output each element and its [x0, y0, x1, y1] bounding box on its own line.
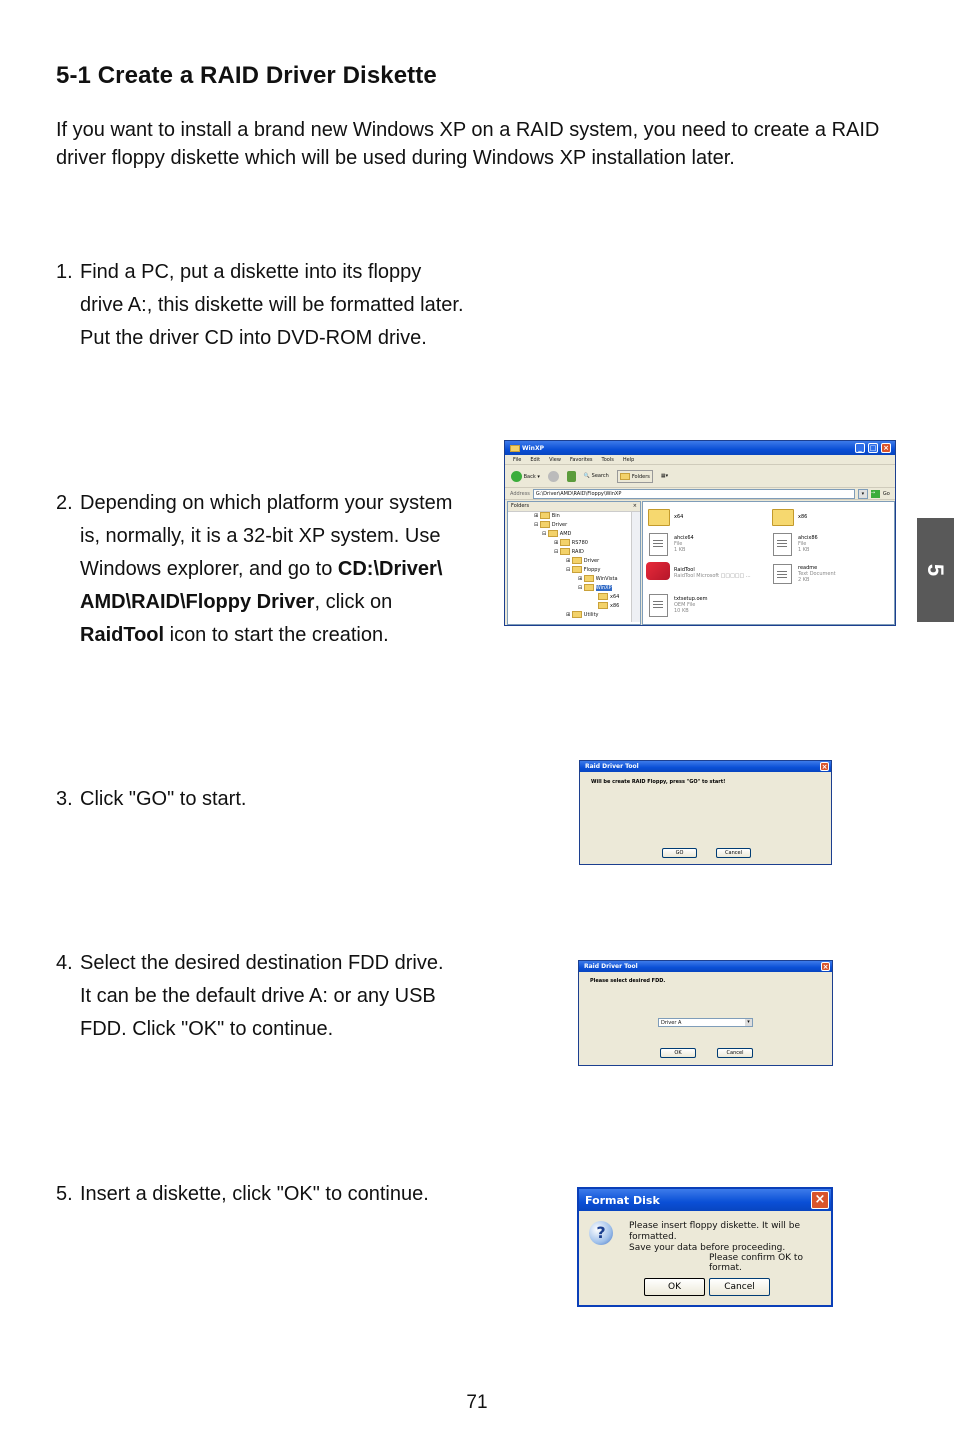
dialog-message: Will be create RAID Floppy, press "GO" to start!: [591, 779, 726, 785]
step-2: [56, 487, 496, 652]
folders-button[interactable]: [617, 470, 653, 483]
folder-icon: [548, 530, 558, 537]
folder-icon: [598, 593, 608, 600]
step-1-line-1: Find a PC, put a diskette into its floppy: [80, 261, 422, 283]
raid-driver-tool-go-dialog: [579, 760, 832, 865]
folder-icon: [572, 611, 582, 618]
go-arrow-icon[interactable]: →: [871, 490, 880, 498]
dialog-title: Format Disk: [585, 1193, 660, 1207]
window-title: WinXP: [522, 444, 544, 452]
folders-pane: [507, 501, 641, 625]
fdd-select[interactable]: [658, 1018, 753, 1027]
scrollbar[interactable]: [631, 512, 640, 622]
tree-item-floppy[interactable]: ⊟ Floppy: [566, 567, 601, 573]
file-info: ahcix64 File 1 KB: [674, 535, 694, 553]
dialog-title: Raid Driver Tool: [585, 763, 639, 770]
path-bold: AMD\RAID\Floppy Driver: [80, 591, 315, 613]
file-icon[interactable]: [649, 594, 668, 617]
text-file-icon[interactable]: [773, 564, 792, 584]
raidtool-icon[interactable]: [646, 562, 670, 580]
close-icon[interactable]: ×: [881, 443, 891, 453]
step-5-text: Insert a diskette, click "OK" to continue.: [80, 1183, 429, 1205]
address-input[interactable]: G:\Driver\AMD\RAID\Floppy\WinXP: [533, 489, 855, 499]
message-line-1: Please insert floppy diskette. It will be formatted.: [629, 1221, 801, 1242]
file-info: ahcix86 File 1 KB: [798, 535, 818, 553]
menu-favorites[interactable]: Favorites: [569, 456, 593, 463]
maximize-icon[interactable]: □: [869, 444, 877, 452]
folder-icon: [510, 445, 520, 452]
raidtool-bold: RaidTool: [80, 624, 165, 646]
folders-label: Folders: [631, 473, 650, 480]
up-folder-icon[interactable]: [567, 471, 576, 482]
step-4-line-3: FDD. Click "OK" to continue.: [80, 1018, 334, 1040]
close-icon[interactable]: ×: [822, 963, 829, 971]
path-bold: CD:\Driver\: [337, 558, 443, 580]
go-button[interactable]: GO: [662, 848, 697, 858]
menu-help[interactable]: Help: [622, 456, 635, 463]
raid-driver-tool-select-dialog: [578, 960, 833, 1066]
go-button[interactable]: Go: [882, 490, 890, 497]
confirm-message: Please confirm OK to format.: [709, 1253, 803, 1273]
folder-icon[interactable]: [648, 509, 670, 526]
tree-item-raid[interactable]: ⊟ RAID: [554, 549, 584, 555]
page-number: 71: [466, 1392, 488, 1413]
step-2-text: , click on: [314, 591, 393, 613]
folder-icon: [584, 584, 594, 591]
folders-pane-title: Folders: [511, 503, 530, 509]
address-bar: [505, 488, 895, 500]
chevron-down-icon[interactable]: ▾: [745, 1019, 752, 1026]
tree-item-rs780[interactable]: ⊞ RS780: [554, 540, 588, 546]
tree-item-bin[interactable]: ⊞ Bin: [534, 513, 560, 519]
step-2-text: Windows explorer, and go to: [80, 558, 338, 580]
file-info: txtsetup.oem OEM File 10 KB: [674, 596, 708, 614]
dialog-message: Please select desired FDD.: [590, 978, 666, 984]
folder-icon: [560, 548, 570, 555]
intro-paragraph: If you want to install a brand new Windows XP on a RAID system, you need to create a RAID driver floppy diskette which will be used during Windows XP installation later.: [56, 119, 880, 169]
tree-item-utility[interactable]: ⊞ Utility: [566, 612, 599, 618]
file-info: readme Text Document 2 KB: [798, 565, 836, 583]
dialog-message: [629, 1221, 831, 1254]
fdd-select-value: Driver A: [661, 1020, 682, 1026]
step-2-line-3: [56, 553, 496, 586]
step-number: 3.: [56, 788, 73, 810]
search-label: Search: [591, 473, 609, 479]
address-label: Address: [510, 490, 530, 497]
cancel-button[interactable]: Cancel: [716, 848, 751, 858]
folder-icon: [560, 539, 570, 546]
step-number: 1.: [56, 261, 73, 283]
tree-item-x64[interactable]: x64: [508, 593, 640, 602]
folder-icon: [598, 602, 608, 609]
cancel-button[interactable]: Cancel: [709, 1278, 770, 1296]
tree-item-amd[interactable]: ⊟ AMD: [542, 531, 572, 537]
search-button[interactable]: 🔍 Search: [583, 473, 609, 479]
tree-item-winvista[interactable]: ⊞ WinVista: [578, 576, 618, 582]
folder-icon[interactable]: [772, 509, 794, 526]
message-line-2: Save your data before proceeding.: [629, 1243, 786, 1253]
file-label: x86: [798, 514, 808, 520]
step-4: [56, 947, 516, 1046]
file-icon[interactable]: [649, 533, 668, 556]
step-2-line-4: [56, 586, 496, 619]
views-icon[interactable]: ▦▾: [660, 473, 669, 479]
back-arrow-icon: [511, 471, 522, 482]
menu-edit[interactable]: Edit: [530, 456, 541, 463]
explorer-title-bar: [505, 441, 895, 455]
file-info: RaidTool RaidTool Microsoft □□□□□ ...: [674, 567, 751, 579]
step-4-line-1: Select the desired destination FDD drive.: [80, 952, 444, 974]
chapter-number: 5: [923, 563, 949, 577]
section-title: 5-1 Create a RAID Driver Diskette: [56, 62, 437, 89]
folder-icon: [572, 566, 582, 573]
cancel-button[interactable]: Cancel: [717, 1048, 753, 1058]
back-label: Back: [523, 473, 536, 480]
dialog-title-bar: [579, 961, 832, 972]
explorer-window: [504, 440, 896, 626]
step-2-line-5: [56, 619, 496, 652]
step-1-line-2: drive A:, this diskette will be formatted later.: [80, 294, 464, 316]
folders-pane-header: [508, 502, 640, 512]
step-1-line-3: Put the driver CD into DVD-ROM drive.: [80, 327, 427, 349]
dialog-title: Raid Driver Tool: [584, 963, 638, 970]
step-number: 5.: [56, 1183, 73, 1205]
toolbar: [505, 465, 895, 488]
step-2-line-1: Depending on which platform your system: [80, 492, 453, 514]
ok-button[interactable]: OK: [660, 1048, 696, 1058]
folder-icon: [540, 512, 550, 519]
dialog-title-bar: [579, 1189, 831, 1211]
step-number: 2.: [56, 492, 73, 514]
question-icon: ?: [589, 1221, 613, 1245]
close-icon[interactable]: ×: [821, 763, 828, 771]
step-4-line-2: It can be the default drive A: or any USB: [80, 985, 436, 1007]
close-icon[interactable]: ×: [811, 1191, 829, 1209]
step-2-line-2: is, normally, it is a 32-bit XP system. Use: [80, 525, 441, 547]
minimize-icon[interactable]: _: [855, 443, 865, 453]
menu-file[interactable]: File: [513, 456, 522, 463]
step-3-text: Click "GO" to start.: [80, 788, 247, 810]
step-3: [56, 783, 456, 816]
tree-item-raid-driver[interactable]: ⊞ Driver: [566, 558, 600, 564]
menu-bar: [505, 455, 895, 465]
close-icon[interactable]: ×: [632, 503, 637, 509]
menu-tools[interactable]: Tools: [601, 456, 614, 463]
back-button[interactable]: Back ▾: [511, 471, 540, 482]
tree-item-x86[interactable]: x86: [508, 602, 640, 611]
step-1: [56, 256, 516, 355]
step-5: [56, 1178, 516, 1211]
folder-icon: [540, 521, 550, 528]
dialog-title-bar: [580, 761, 831, 772]
format-disk-dialog: [577, 1187, 833, 1307]
chapter-tab: [917, 518, 954, 622]
files-pane: [642, 501, 895, 625]
folder-icon: [572, 557, 582, 564]
step-2-text: icon to start the creation.: [164, 624, 389, 646]
forward-arrow-icon[interactable]: [548, 471, 559, 482]
dropdown-arrow-icon[interactable]: ▾: [858, 489, 868, 499]
file-label: x64: [674, 514, 684, 520]
step-number: 4.: [56, 952, 73, 974]
tree-item-driver[interactable]: ⊟ Driver: [534, 522, 568, 528]
tree-item-winxp[interactable]: ⊟ WinXP: [578, 585, 612, 591]
menu-view[interactable]: View: [549, 456, 561, 463]
folder-icon: [620, 473, 630, 480]
file-icon[interactable]: [773, 533, 792, 556]
folder-icon: [584, 575, 594, 582]
ok-button[interactable]: OK: [644, 1278, 705, 1296]
